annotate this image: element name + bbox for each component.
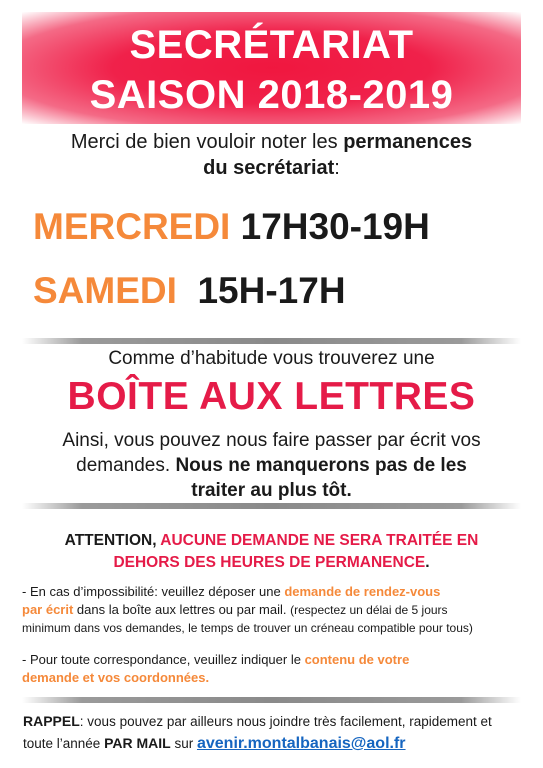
bullet-correspondence: - Pour toute correspondance, veuillez indiquer le contenu de votre: [22, 652, 410, 667]
rappel-line-2: toute l’année PAR MAIL sur avenir.montalbanais@aol.fr: [23, 735, 406, 752]
divider: [22, 503, 521, 509]
bullet-correspondence-cont: demande et vos coordonnées.: [22, 670, 210, 685]
mailbox-intro: Comme d’habitude vous trouverez une: [108, 348, 435, 369]
divider: [22, 338, 521, 344]
schedule-hours: 17H30-19H: [240, 206, 430, 247]
bullet-impossibility-note: minimum dans vos demandes, le temps de trouver un créneau compatible pour tous): [22, 621, 473, 635]
email-link[interactable]: avenir.montalbanais@aol.fr: [196, 735, 406, 752]
intro-line-2: du secrétariat:: [203, 157, 340, 179]
mailbox-text-3: traiter au plus tôt.: [191, 480, 352, 501]
mailbox-title: BOÎTE AUX LETTRES: [67, 375, 476, 418]
schedule-wednesday: [33, 206, 430, 248]
banner-title: SECRÉTARIAT: [129, 23, 414, 67]
rappel-line-1: RAPPEL: vous pouvez par ailleurs nous joindre très facilement, rapidement et: [23, 713, 492, 729]
rappel-label: RAPPEL: [23, 713, 80, 729]
divider: [22, 697, 521, 703]
schedule-day: SAMEDI: [33, 270, 177, 311]
mailbox-text-2: demandes. Nous ne manquerons pas de les: [76, 455, 467, 476]
schedule-hours: 15H-17H: [197, 270, 346, 311]
attention-line-1: ATTENTION, AUCUNE DEMANDE NE SERA TRAITÉE EN: [64, 532, 479, 549]
intro-line-1: Merci de bien vouloir noter les permanences: [70, 131, 473, 153]
attention-line-2: DEHORS DES HEURES DE PERMANENCE.: [113, 554, 430, 571]
bullet-impossibility-cont: par écrit dans la boîte aux lettres ou par mail. (respectez un délai de 5 jours: [22, 602, 448, 617]
schedule-saturday: [33, 270, 346, 312]
mailbox-text-1: Ainsi, vous pouvez nous faire passer par écrit vos: [62, 430, 481, 451]
bullet-impossibility: - En cas d’impossibilité: veuillez déposer une demande de rendez-vous: [22, 584, 441, 599]
banner-season: SAISON 2018-2019: [89, 73, 454, 117]
schedule-day: MERCREDI: [33, 206, 231, 247]
